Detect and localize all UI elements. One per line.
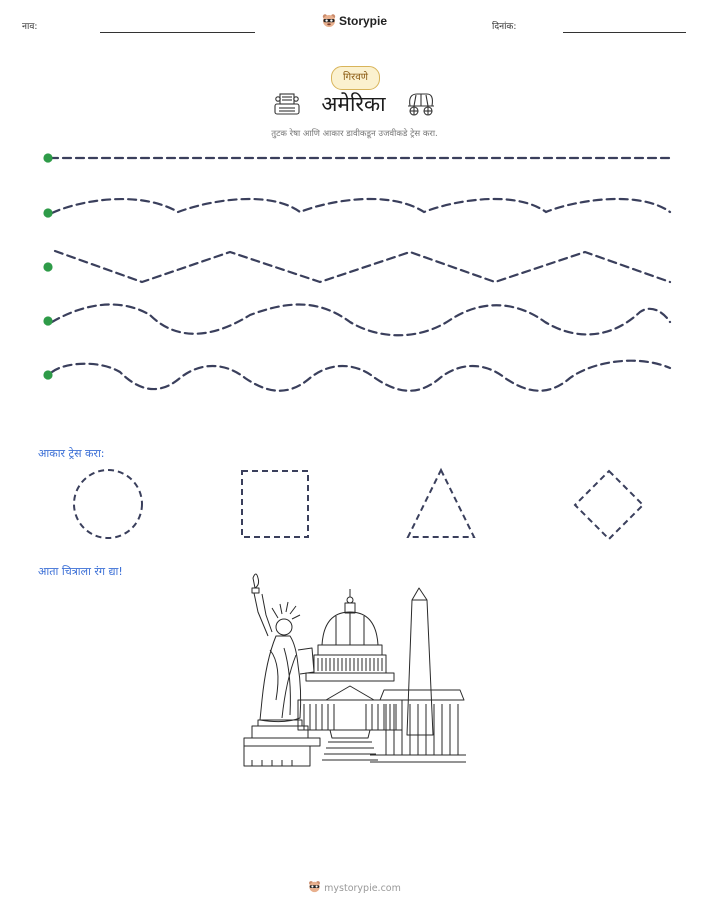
page-title: अमेरिका (321, 92, 386, 116)
instructions: तुटक रेषा आणि आकार डावीकडून उजवीकडे ट्रेस करा. (271, 129, 438, 139)
start-dot (43, 316, 52, 325)
color-section-label: आता चित्राला रंग द्या! (38, 565, 123, 578)
storypie-footer-logo-icon (308, 880, 321, 896)
storypie-logo-icon (322, 13, 336, 28)
date-field-line[interactable] (563, 32, 686, 33)
typewriter-icon (272, 91, 302, 117)
trace-shape-triangle[interactable] (408, 470, 474, 537)
washington-monument (407, 588, 433, 735)
start-dot (43, 370, 52, 379)
name-field-line[interactable] (100, 32, 255, 33)
trace-shapes (0, 460, 709, 550)
footer (0, 880, 709, 896)
trace-shape-circle[interactable] (74, 470, 142, 538)
brand-name: Storypie (339, 13, 388, 28)
title-row (0, 90, 709, 118)
trace-shape-diamond[interactable] (575, 471, 643, 539)
difficulty-badge: गिरवणे (331, 66, 380, 90)
name-label: नाव: (22, 22, 38, 32)
footer-site-link[interactable]: mystorypie.com (324, 882, 401, 894)
covered-wagon-icon (405, 91, 437, 117)
trace-line-wave-3[interactable] (52, 361, 670, 391)
capitol-building (298, 589, 466, 762)
tracing-lines (0, 140, 709, 400)
start-dot (43, 262, 52, 271)
start-dot (43, 208, 52, 217)
date-label: दिनांक: (492, 22, 517, 32)
trace-line-zigzag[interactable] (55, 251, 670, 282)
brand-logo (322, 13, 387, 28)
coloring-illustration[interactable] (0, 570, 709, 780)
shapes-section-label: आकार ट्रेस करा: (38, 447, 105, 460)
trace-shape-square[interactable] (242, 471, 308, 537)
trace-line-wave-2[interactable] (52, 305, 670, 336)
start-dot (43, 153, 52, 162)
statue-of-liberty (244, 574, 320, 766)
trace-line-wave-1[interactable] (52, 199, 670, 213)
